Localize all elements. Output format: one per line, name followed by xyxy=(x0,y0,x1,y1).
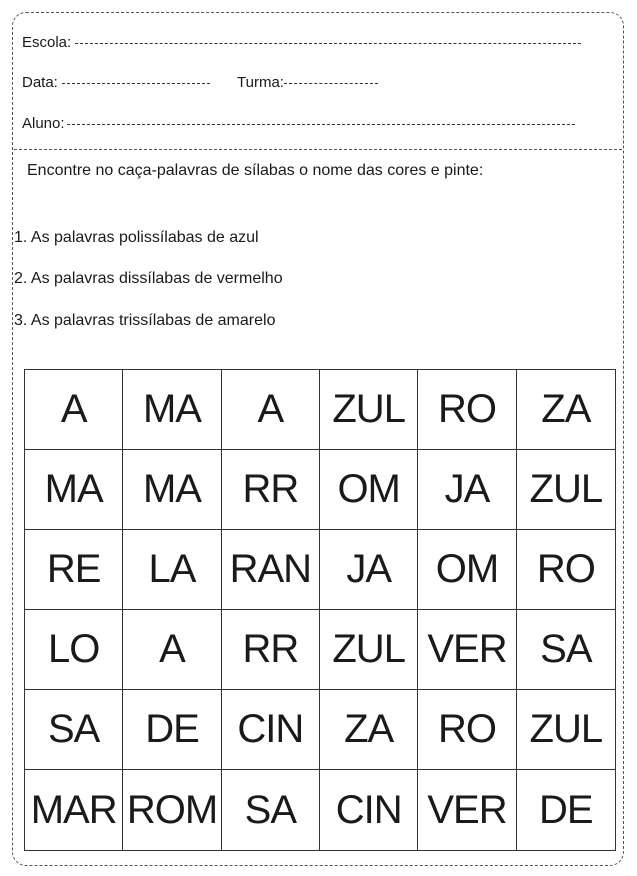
grid-cell[interactable]: CIN xyxy=(320,770,418,850)
date-line[interactable] xyxy=(62,83,210,84)
school-label: Escola: xyxy=(22,34,72,51)
grid-cell[interactable]: VER xyxy=(418,770,516,850)
grid-cell[interactable]: ZA xyxy=(517,370,615,450)
grid-cell[interactable]: ZUL xyxy=(517,690,615,770)
student-field[interactable] xyxy=(22,115,575,132)
grid-cell[interactable]: ZUL xyxy=(517,450,615,530)
school-line[interactable] xyxy=(75,43,581,44)
grid-cell[interactable]: RAN xyxy=(222,530,320,610)
grid-cell[interactable]: MA xyxy=(123,370,221,450)
syllable-grid xyxy=(24,369,616,851)
school-field[interactable] xyxy=(22,34,581,51)
header-divider xyxy=(14,149,622,150)
grid-cell[interactable]: RO xyxy=(517,530,615,610)
grid-cell[interactable]: SA xyxy=(222,770,320,850)
grid-cell[interactable]: MA xyxy=(123,450,221,530)
grid-cell[interactable]: DE xyxy=(123,690,221,770)
date-field[interactable] xyxy=(22,74,210,91)
grid-cell[interactable]: A xyxy=(222,370,320,450)
grid-cell[interactable]: LO xyxy=(25,610,123,690)
instruction-item-1: 1. As palavras polissílabas de azul xyxy=(14,229,259,246)
student-label: Aluno: xyxy=(22,115,65,132)
grid-cell[interactable]: MA xyxy=(25,450,123,530)
grid-cell[interactable]: JA xyxy=(418,450,516,530)
grid-cell[interactable]: CIN xyxy=(222,690,320,770)
grid-cell[interactable]: ZA xyxy=(320,690,418,770)
instruction-text: Encontre no caça-palavras de sílabas o nome das cores e pinte: xyxy=(27,162,484,179)
class-line[interactable] xyxy=(284,83,378,84)
grid-cell[interactable]: OM xyxy=(418,530,516,610)
grid-cell[interactable]: RE xyxy=(25,530,123,610)
instruction-item-2: 2. As palavras dissílabas de vermelho xyxy=(14,270,283,287)
grid-cell[interactable]: OM xyxy=(320,450,418,530)
grid-cell[interactable]: A xyxy=(25,370,123,450)
grid-cell[interactable]: MAR xyxy=(25,770,123,850)
grid-cell[interactable]: SA xyxy=(517,610,615,690)
grid-cell[interactable]: ZUL xyxy=(320,370,418,450)
grid-cell[interactable]: ROM xyxy=(123,770,221,850)
grid-cell[interactable]: DE xyxy=(539,787,593,832)
grid-cell[interactable]: A xyxy=(123,610,221,690)
class-label: Turma: xyxy=(237,74,284,91)
student-line[interactable] xyxy=(67,124,575,125)
grid-cell[interactable]: VER xyxy=(418,610,516,690)
instruction-item-3: 3. As palavras trissílabas de amarelo xyxy=(14,312,276,329)
grid-cell[interactable]: JA xyxy=(320,530,418,610)
grid-cell[interactable]: ZUL xyxy=(320,610,418,690)
grid-cell[interactable]: RO xyxy=(418,690,516,770)
date-label: Data: xyxy=(22,74,58,91)
grid-cell[interactable]: SA xyxy=(25,690,123,770)
grid-cell[interactable]: LA xyxy=(123,530,221,610)
grid-cell[interactable]: RR xyxy=(222,610,320,690)
class-field[interactable] xyxy=(237,74,378,91)
grid-cell[interactable]: RO xyxy=(418,370,516,450)
grid-cell[interactable]: RR xyxy=(222,450,320,530)
